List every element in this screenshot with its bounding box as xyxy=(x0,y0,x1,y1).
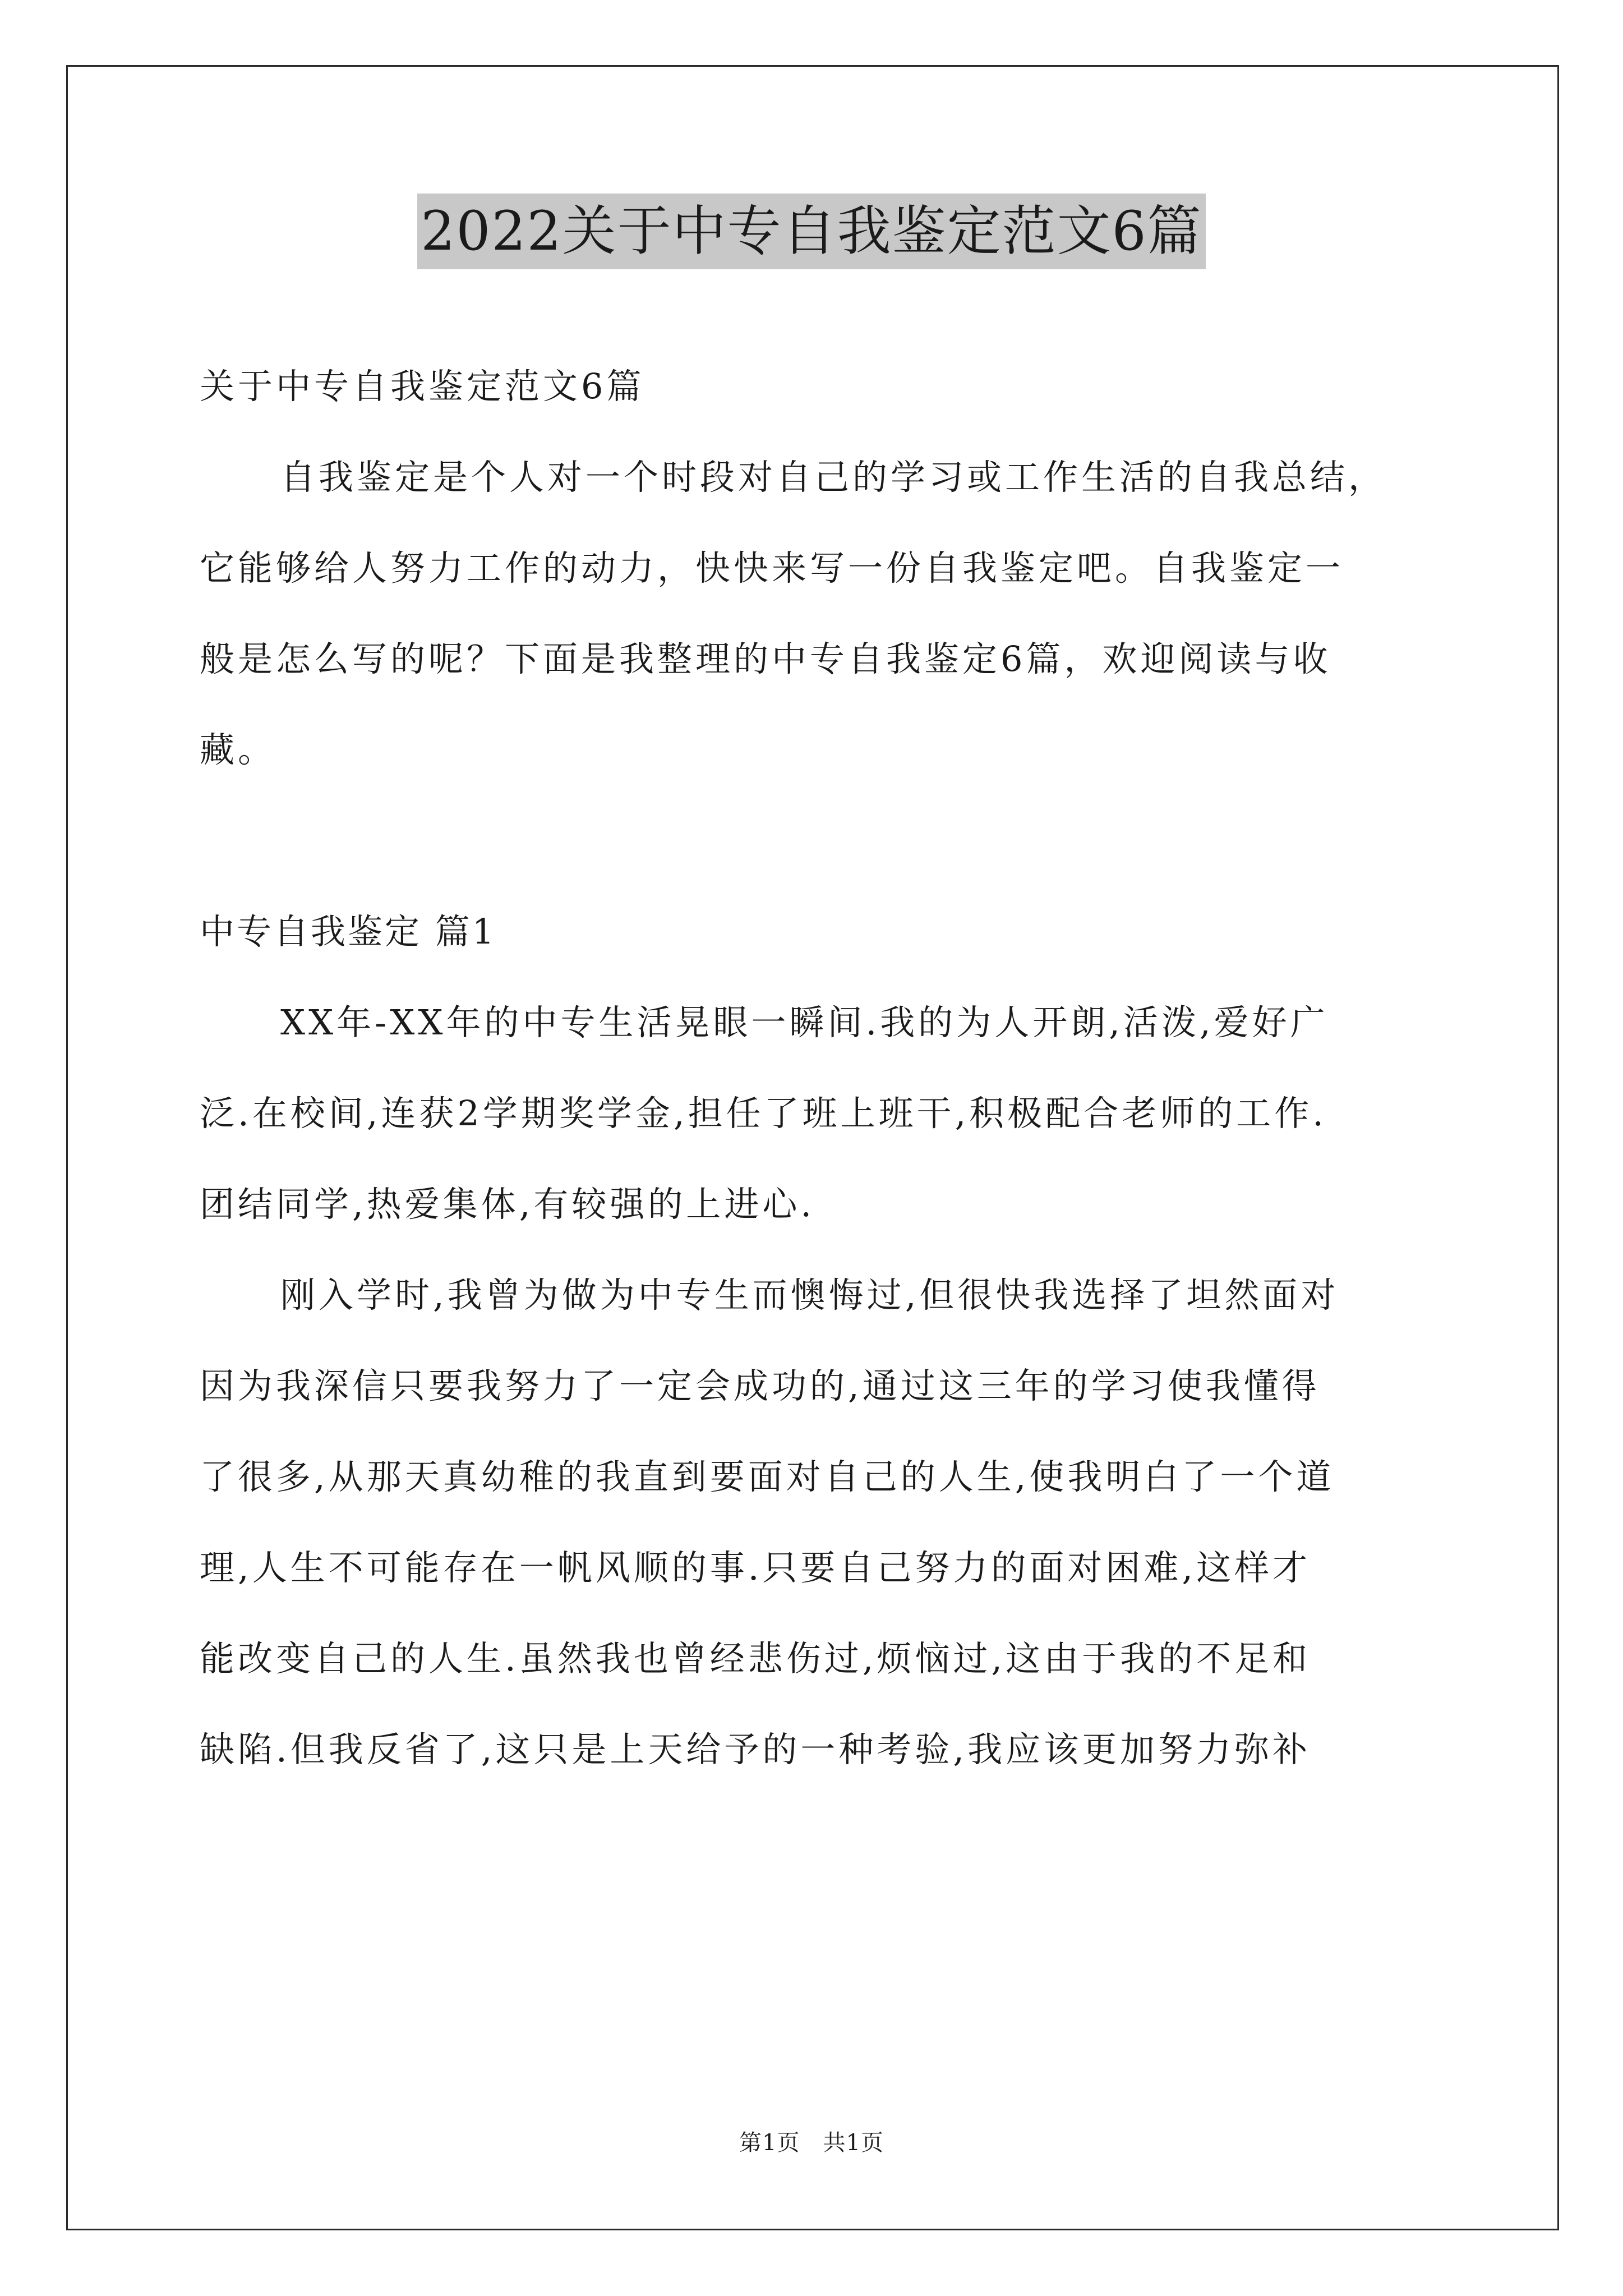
paragraph-line: 了很多,从那天真幼稚的我直到要面对自己的人生,使我明白了一个道 xyxy=(200,1456,1335,1497)
paragraph-line: 泛.在校间,连获2学期奖学金,担任了班上班干,积极配合老师的工作. xyxy=(200,1093,1327,1134)
title-container xyxy=(0,194,1623,269)
paragraph-line: 能改变自己的人生.虽然我也曾经悲伤过,烦恼过,这由于我的不足和 xyxy=(200,1638,1311,1679)
paragraph-line: 缺陷.但我反省了,这只是上天给予的一种考验,我应该更加努力弥补 xyxy=(200,1729,1311,1770)
paragraph-line: 团结同学,热爱集体,有较强的上进心. xyxy=(200,1184,815,1225)
paragraph-line: 藏。 xyxy=(200,729,276,770)
paragraph-line: 理,人生不可能存在一帆风顺的事.只要自己努力的面对困难,这样才 xyxy=(200,1547,1311,1588)
paragraph-line: 自我鉴定是个人对一个时段对自己的学习或工作生活的自我总结， xyxy=(280,457,1387,498)
paragraph-line: 因为我深信只要我努力了一定会成功的,通过这三年的学习使我懂得 xyxy=(200,1365,1320,1406)
document-subtitle: 关于中专自我鉴定范文6篇 xyxy=(200,366,645,407)
page-footer: 第1页 共1页 xyxy=(739,2130,884,2156)
section-heading: 中专自我鉴定 篇1 xyxy=(200,911,497,952)
document-body xyxy=(200,341,1445,1795)
document-title: 2022关于中专自我鉴定范文6篇 xyxy=(417,194,1205,269)
paragraph-line: 刚入学时,我曾为做为中专生而懊悔过,但很快我选择了坦然面对 xyxy=(280,1274,1339,1315)
paragraph-line: 般是怎么写的呢？下面是我整理的中专自我鉴定6篇，欢迎阅读与收 xyxy=(200,638,1331,679)
paragraph-line: 它能够给人努力工作的动力，快快来写一份自我鉴定吧。自我鉴定一 xyxy=(200,547,1344,588)
blank-line xyxy=(200,795,1445,886)
paragraph-line: XX年-XX年的中专生活晃眼一瞬间.我的为人开朗,活泼,爱好广 xyxy=(280,1002,1329,1043)
